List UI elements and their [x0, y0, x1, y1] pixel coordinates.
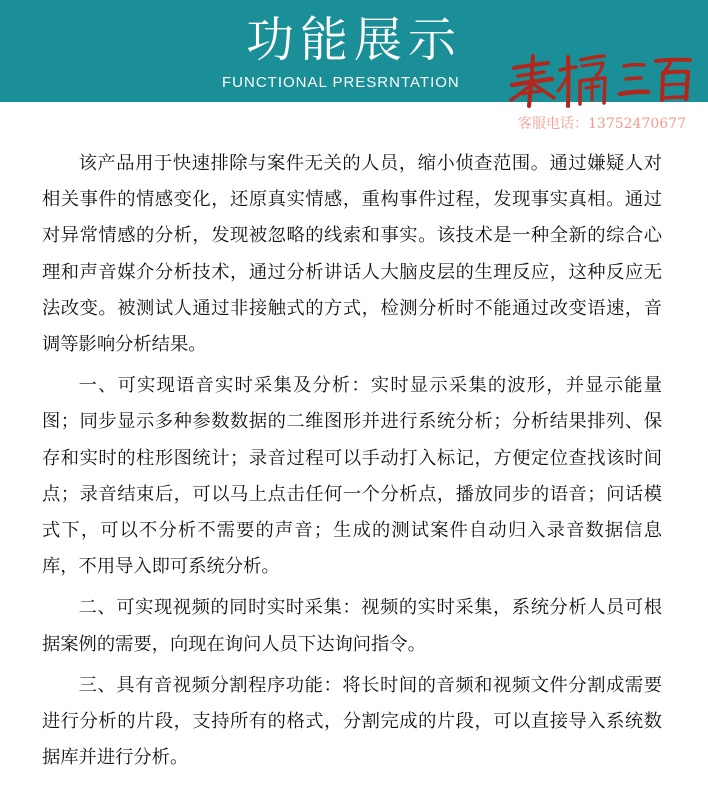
page-subtitle: FUNCTIONAL PRESRNTATION	[222, 74, 460, 91]
paragraph-feature-3: 三、具有音视频分割程序功能：将长时间的音频和视频文件分割成需要进行分析的片段，支持所有的格式，分割完成的片段，可以直接导入系统数据库并进行分析。	[42, 674, 662, 769]
description-body	[42, 146, 662, 781]
page-title: 功能展示	[245, 12, 462, 68]
customer-service-hotline: 客服电话：13752470677	[518, 116, 686, 132]
signature-stroke-1	[511, 56, 554, 106]
paragraph-intro: 该产品用于快速排除与案件无关的人员，缩小侦查范围。通过嫌疑人对相关事件的情感变化，还原真实情感，重构事件过程，发现事实真相。通过对异常情感的分析，发现被忽略的线索和事实。该技术是一种全新的综合心理和声音媒介分析技术，通过分析讲话人大脑皮层的生理反应，这种反应无法改变。被测试人通过非接触式的方式，检测分析时不能通过改变语速，音调等影响分析结果。	[42, 153, 662, 356]
signature-stroke-2	[558, 56, 605, 106]
paragraph-feature-1: 一、可实现语音实时采集及分析：实时显示采集的波形，并显示能量图；同步显示多种参数数据的二维图形并进行系统分析；分析结果排列、保存和实时的柱形图统计；录音过程可以手动打入标记，方便定位查找该时间点；录音结束后，可以马上点击任何一个分析点，播放同步的语音；问话模式下，可以不分析不需要的声音；生成的测试案件自动归入录音数据信息库，不用导入即可系统分析。	[42, 375, 662, 578]
brand-signature	[508, 48, 698, 110]
signature-stroke-4	[656, 60, 690, 100]
signature-stroke-3	[620, 65, 648, 94]
paragraph-feature-2: 二、可实现视频的同时实时采集：视频的实时采集，系统分析人员可根据案例的需要，向现在询问人员下达询问指令。	[42, 597, 662, 655]
